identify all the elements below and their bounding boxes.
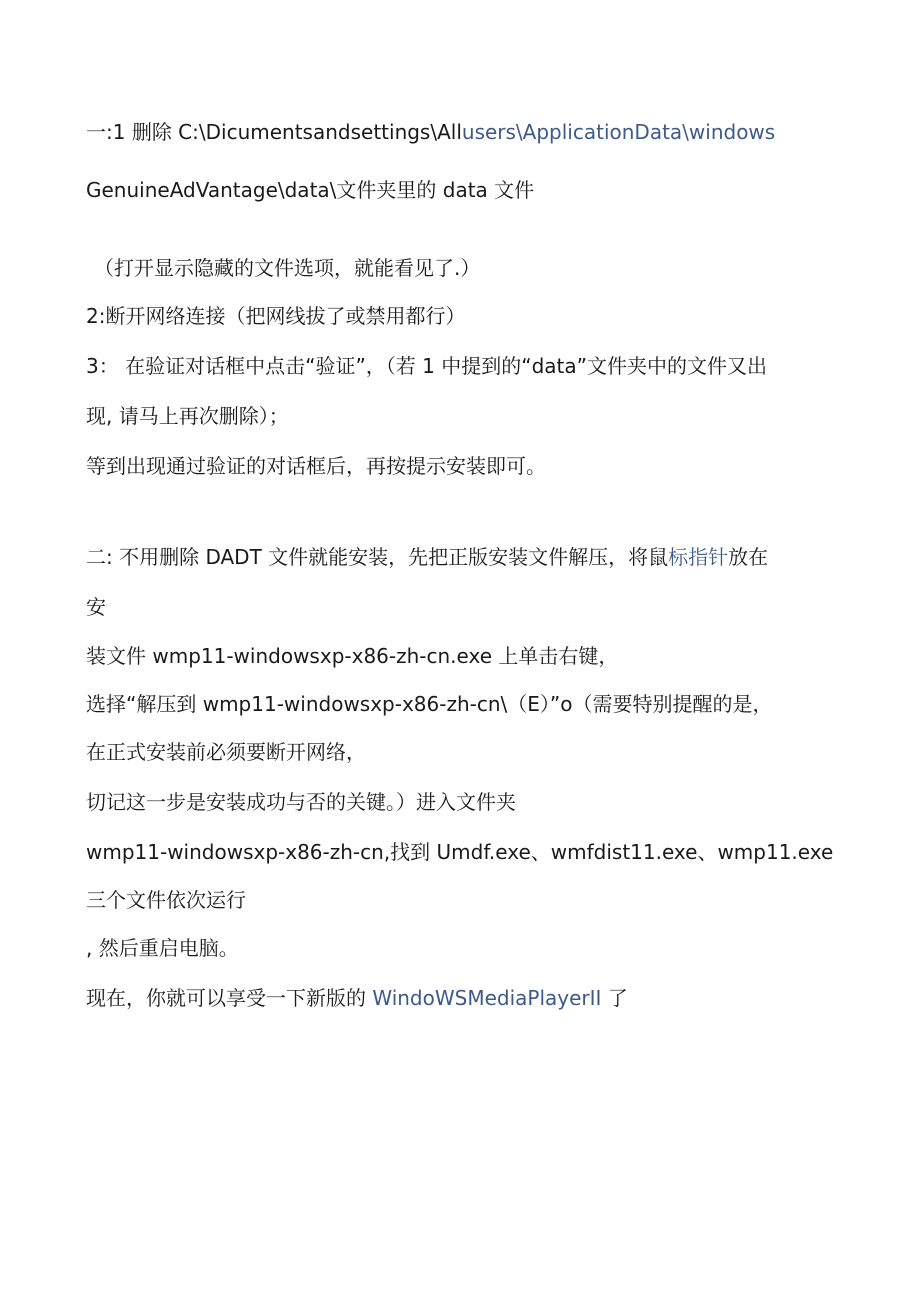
method2-text-b: 放在 — [728, 545, 769, 569]
step1-path-link[interactable]: users\ApplicationData\windows — [461, 120, 776, 144]
step3-line2: 现, 请马上再次删除）； — [86, 404, 289, 428]
step2-line: 2:断开网络连接（把网线拔了或禁用都行） — [86, 304, 466, 328]
step3-line3: 等到出现通过验证的对话框后，再按提示安装即可。 — [86, 454, 546, 478]
closing-text-b: 了 — [601, 986, 628, 1010]
mouse-pointer-link[interactable]: 标指针 — [668, 545, 729, 569]
method2-text-a: 二: 不用删除 DADT 文件就能安装，先把正版安装文件解压，将鼠 — [86, 545, 669, 569]
method2-line6: 切记这一步是安装成功与否的关键。）进入文件夹 — [86, 790, 516, 814]
method2-line9: , 然后重启电脑。 — [86, 936, 239, 960]
method2-line5: 在正式安装前必须要断开网络， — [86, 740, 366, 764]
method2-line8: 三个文件依次运行 — [86, 888, 246, 912]
step3-line1: 3： 在验证对话框中点击“验证”，（若 1 中提到的“data”文件夹中的文件又出 — [86, 354, 768, 378]
step1-note: （打开显示隐藏的文件选项，就能看见了.） — [94, 256, 481, 280]
step1-line1 — [86, 118, 775, 146]
method2-line2: 安 — [86, 595, 106, 619]
method2-line4: 选择“解压到 wmp11-windowsxp-x86-zh-cn\（E）”o（需要特别提醒的是， — [86, 692, 773, 716]
closing-text-a: 现在，你就可以享受一下新版的 — [86, 986, 373, 1010]
wmp-link[interactable]: WindoWSMediaPlayerII — [372, 986, 602, 1010]
method2-line7: wmp11-windowsxp-x86-zh-cn,找到 Umdf.exe、wmfdist11.exe、wmp11.exe — [86, 840, 834, 864]
step1-text: 一:1 删除 C:\Dicumentsandsettings\All — [86, 120, 462, 144]
method2-line1 — [86, 543, 768, 571]
method2-line10 — [86, 984, 628, 1012]
method2-line3: 装文件 wmp11-windowsxp-x86-zh-cn.exe 上单击右键， — [86, 644, 619, 668]
step1-line2: GenuineAdVantage\data\文件夹里的 data 文件 — [86, 178, 535, 202]
